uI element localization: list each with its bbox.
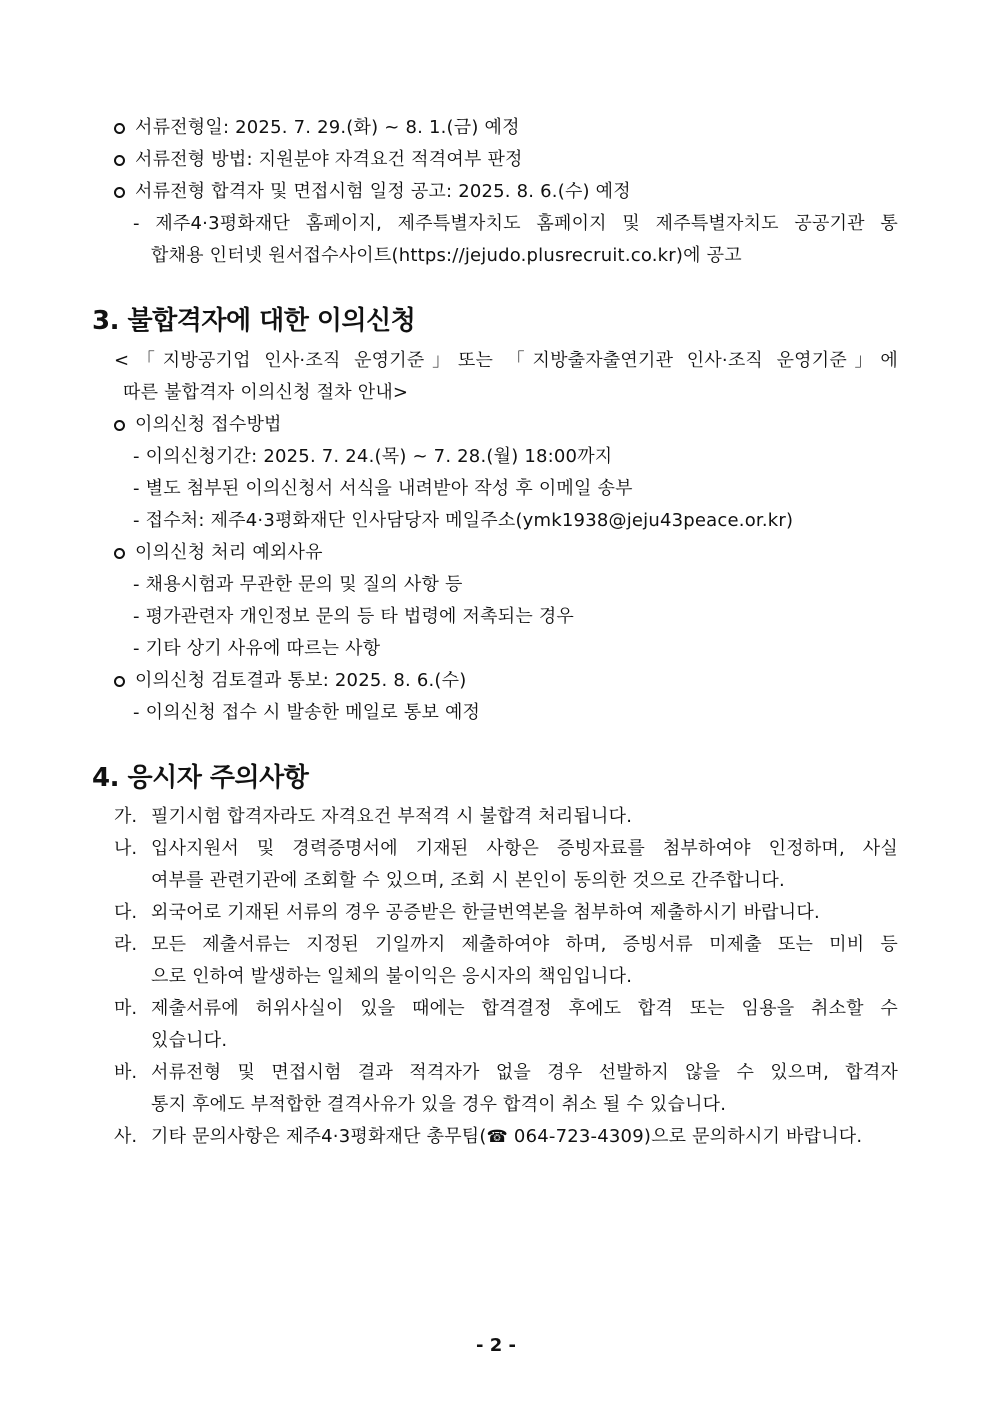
notice-label: 라. xyxy=(114,934,138,955)
exception-item-2: - 평가관련자 개인정보 문의 등 타 법령에 저촉되는 경우 xyxy=(133,606,575,627)
objection-intro-line-1: <「지방공기업 인사·조직 운영기준」또는 「지방출자출연기관 인사·조직 운영기준」에 xyxy=(114,350,898,371)
notice-item-na-line-2: 여부를 관련기관에 조회할 수 있으며, 조회 시 본인이 동의한 것으로 간주합니다. xyxy=(151,870,785,891)
notice-label: 나. xyxy=(114,838,138,859)
notice-label: 사. xyxy=(114,1126,138,1147)
circle-bullet-icon xyxy=(114,155,125,166)
objection-method-bullet: 이의신청 접수방법 xyxy=(114,413,282,437)
section-4-title: 4. 응시자 주의사항 xyxy=(92,763,309,793)
schedule-bullet-1: 서류전형일: 2025. 7. 29.(화) ~ 8. 1.(금) 예정 xyxy=(114,116,520,140)
notice-item-ra-line-2: 으로 인하여 발생하는 일체의 불이익은 응시자의 책임입니다. xyxy=(151,966,633,987)
phone-number: 064-723-4309 xyxy=(508,1126,644,1147)
circle-bullet-icon xyxy=(114,420,125,431)
notice-label: 바. xyxy=(114,1062,138,1083)
circle-bullet-icon xyxy=(114,676,125,687)
page-number: - 2 - xyxy=(476,1335,516,1356)
objection-form-note: - 별도 첨부된 이의신청서 서식을 내려받아 작성 후 이메일 송부 xyxy=(133,478,633,499)
objection-period: - 이의신청기간: 2025. 7. 24.(목) ~ 7. 28.(월) 18:00까지 xyxy=(133,446,613,467)
objection-contact-email: - 접수처: 제주4·3평화재단 인사담당자 메일주소(ymk1938@jeju43peace.or.kr) xyxy=(133,510,794,531)
objection-result-bullet: 이의신청 검토결과 통보: 2025. 8. 6.(수) xyxy=(114,669,466,693)
exception-item-3: - 기타 상기 사유에 따르는 사항 xyxy=(133,638,381,659)
circle-bullet-icon xyxy=(114,123,125,134)
phone-icon: ☎ xyxy=(486,1127,509,1147)
notice-item-na-line-1: 입사지원서 및 경력증명서에 기재된 사항은 증빙자료를 첨부하여야 인정하며, 사실 xyxy=(151,838,898,859)
circle-bullet-icon xyxy=(114,187,125,198)
schedule-bullet-2: 서류전형 방법: 지원분야 자격요건 적격여부 판정 xyxy=(114,148,523,172)
notice-label: 다. xyxy=(114,902,138,923)
notice-item-sa: 기타 문의사항은 제주4·3평화재단 총무팀(☎ 064-723-4309)으로 문의하시기 바랍니다. xyxy=(151,1126,863,1147)
notice-item-ma-line-1: 제출서류에 허위사실이 있을 때에는 합격결정 후에도 합격 또는 임용을 취소할 수 xyxy=(151,998,898,1019)
section-3-title: 3. 불합격자에 대한 이의신청 xyxy=(92,306,416,336)
objection-exception-bullet: 이의신청 처리 예외사유 xyxy=(114,541,323,565)
objection-result-detail: - 이의신청 접수 시 발송한 메일로 통보 예정 xyxy=(133,702,481,723)
announcement-detail-line-1: - 제주4·3평화재단 홈페이지, 제주특별자치도 홈페이지 및 제주특별자치도 공공기관 통 xyxy=(133,213,898,234)
notice-item-ra-line-1: 모든 제출서류는 지정된 기일까지 제출하여야 하며, 증빙서류 미제출 또는 미비 등 xyxy=(151,934,898,955)
schedule-bullet-3: 서류전형 합격자 및 면접시험 일정 공고: 2025. 8. 6.(수) 예정 xyxy=(114,180,631,204)
notice-item-ga: 필기시험 합격자라도 자격요건 부적격 시 불합격 처리됩니다. xyxy=(151,806,633,827)
notice-item-ma-line-2: 있습니다. xyxy=(151,1030,228,1051)
exception-item-1: - 채용시험과 무관한 문의 및 질의 사항 등 xyxy=(133,574,463,595)
notice-item-da: 외국어로 기재된 서류의 경우 공증받은 한글번역본을 첨부하여 제출하시기 바랍니다. xyxy=(151,902,820,923)
notice-label: 마. xyxy=(114,998,138,1019)
notice-item-ba-line-1: 서류전형 및 면접시험 결과 적격자가 없을 경우 선발하지 않을 수 있으며, 합격자 xyxy=(151,1062,898,1083)
circle-bullet-icon xyxy=(114,548,125,559)
announcement-detail-line-2: 합채용 인터넷 원서접수사이트(https://jejudo.plusrecruit.co.kr)에 공고 xyxy=(151,245,742,266)
notice-label: 가. xyxy=(114,806,138,827)
notice-item-ba-line-2: 통지 후에도 부적합한 결격사유가 있을 경우 합격이 취소 될 수 있습니다. xyxy=(151,1094,727,1115)
objection-intro-line-2: 따른 불합격자 이의신청 절차 안내> xyxy=(123,382,409,403)
